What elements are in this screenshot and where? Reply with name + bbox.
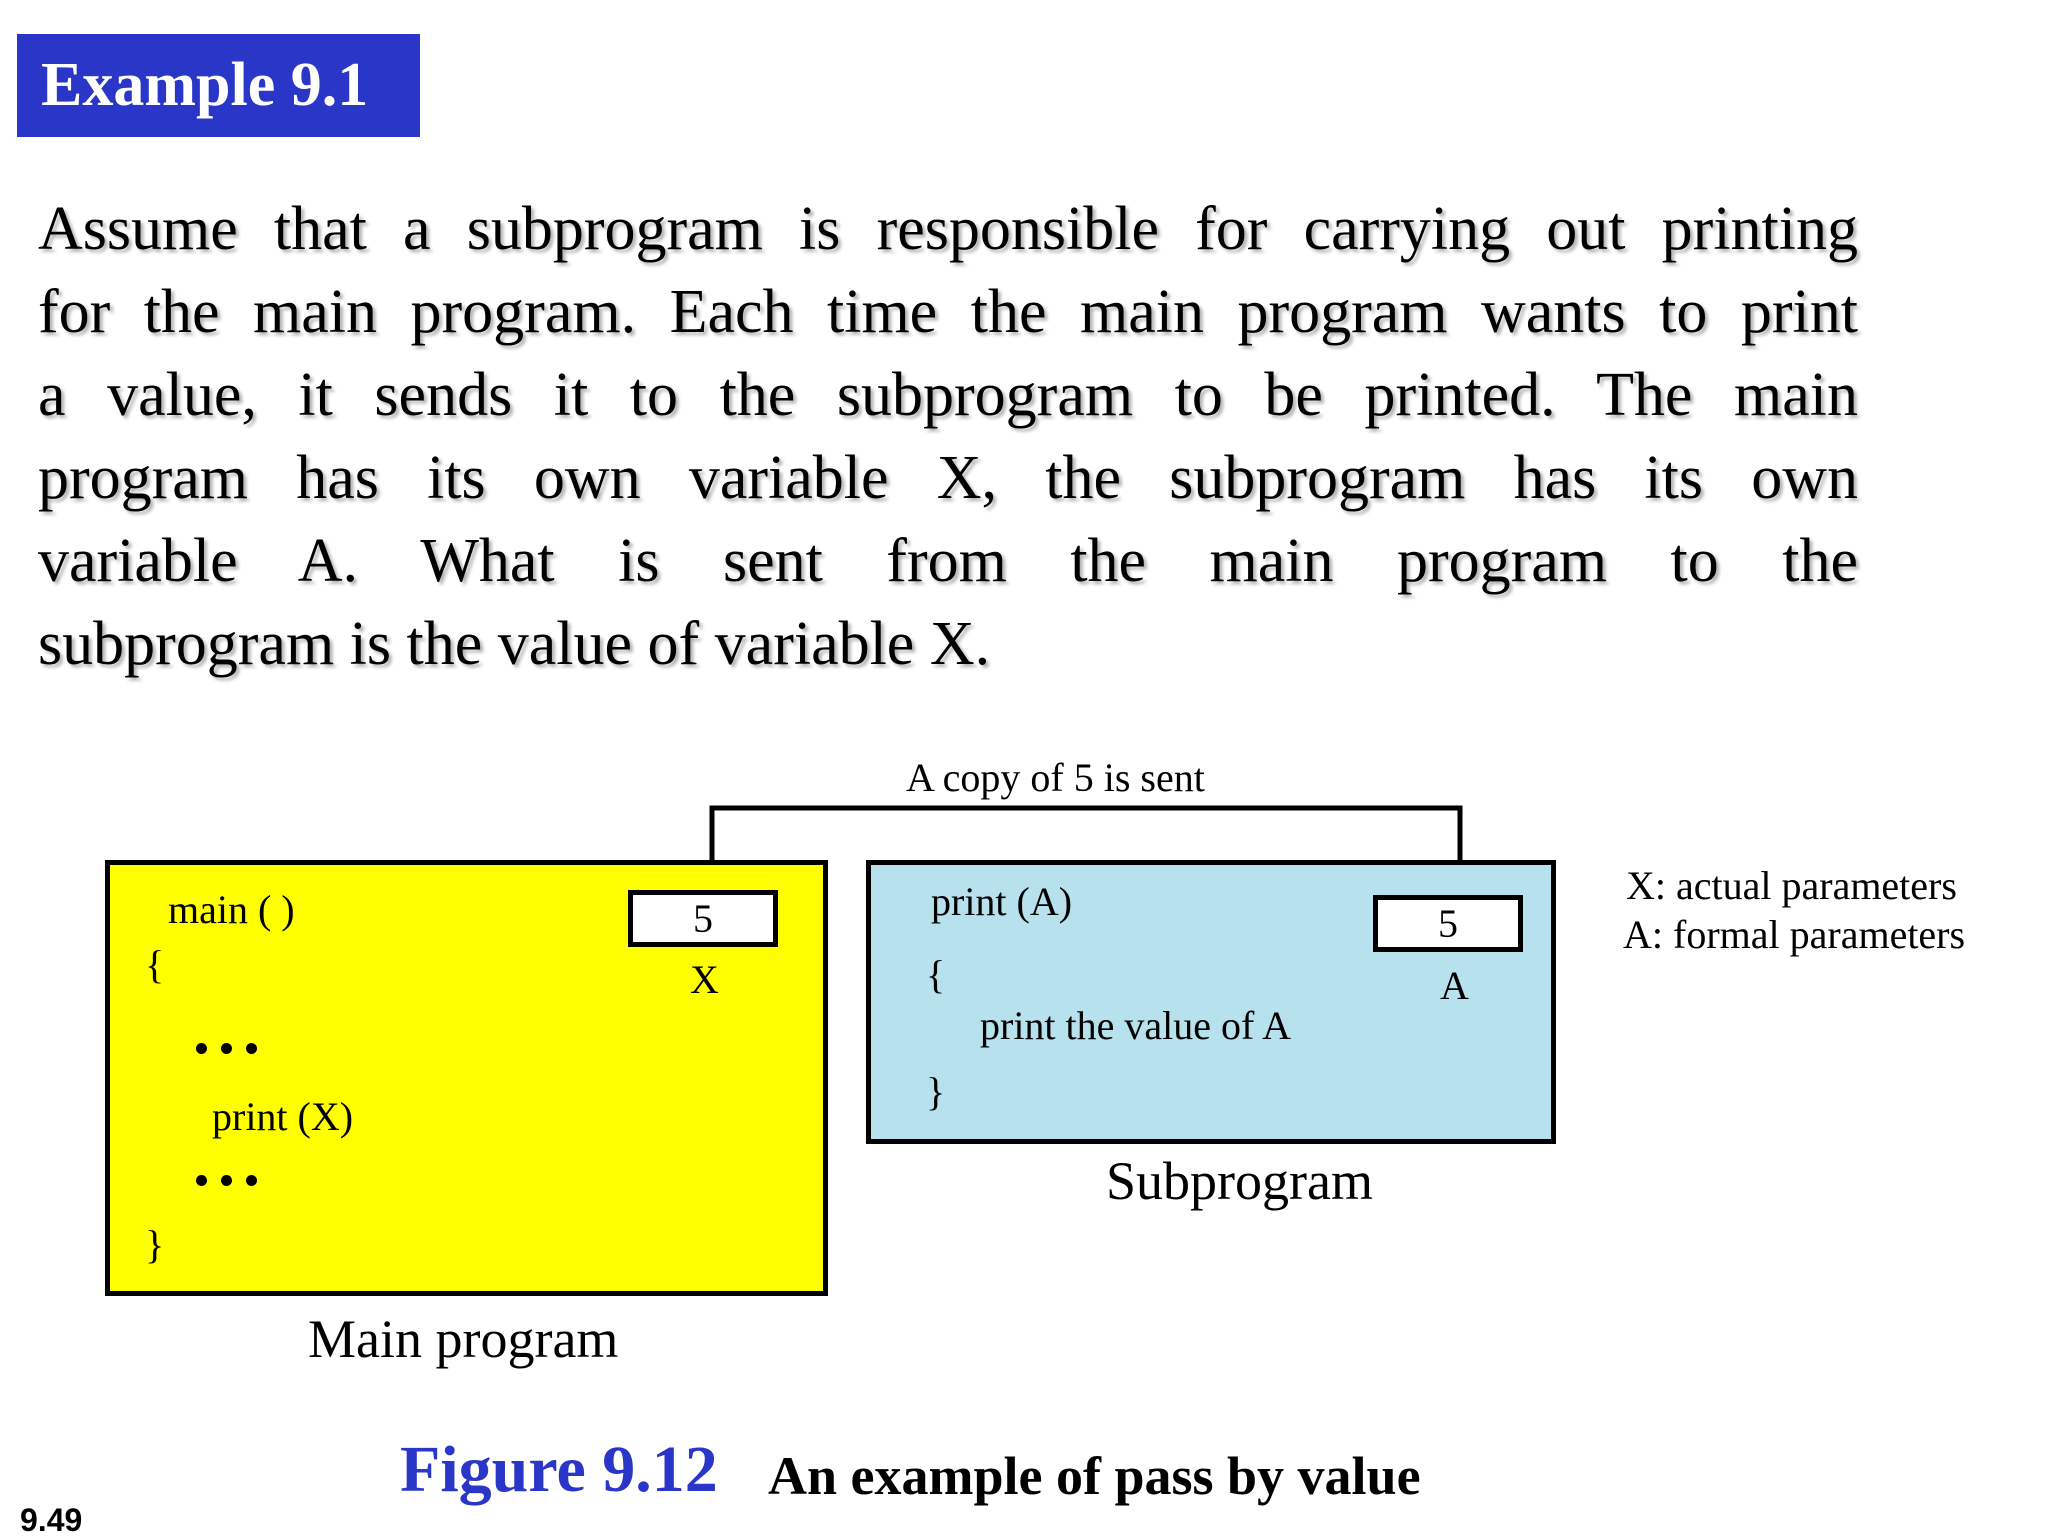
paragraph-line: for the main program. Each time the main program wants to print (38, 278, 1858, 346)
sub-close-brace: } (926, 1069, 946, 1114)
variable-x-label: X (690, 957, 719, 1002)
paragraph-line: a value, it sends it to the subprogram to be printed. The main (38, 361, 1858, 429)
paragraph-line: subprogram is the value of variable X. (38, 610, 991, 678)
slide-number: 9.49 (20, 1502, 83, 1538)
main-header: main ( ) (168, 887, 295, 932)
ellipsis-icon (196, 1043, 257, 1054)
variable-x-value: 5 (628, 890, 778, 947)
sub-header: print (A) (931, 879, 1073, 924)
sub-open-brace: { (926, 952, 946, 997)
main-call: print (X) (212, 1094, 354, 1139)
paragraph-line: variable A. What is sent from the main program to the (38, 527, 1858, 595)
example-title: Example 9.1 (41, 51, 369, 119)
ellipsis-icon (196, 1175, 257, 1186)
legend-formal: A: formal parameters (1623, 912, 1966, 957)
figure-label: Figure 9.12 (400, 1433, 718, 1506)
variable-a-label: A (1440, 963, 1469, 1008)
main-close-brace: } (145, 1222, 165, 1267)
variable-a-value: 5 (1373, 895, 1523, 952)
subprogram-caption: Subprogram (1106, 1151, 1373, 1211)
arrow-label: A copy of 5 is sent (906, 755, 1205, 800)
main-open-brace: { (145, 942, 165, 987)
paragraph-line: program has its own variable X, the subprogram has its own (38, 444, 1858, 512)
figure-caption: An example of pass by value (768, 1446, 1421, 1506)
sub-body: print the value of A (980, 1003, 1292, 1048)
legend-actual: X: actual parameters (1626, 863, 1957, 908)
main-program-caption: Main program (308, 1309, 619, 1369)
paragraph-line: Assume that a subprogram is responsible for carrying out printing (38, 195, 1858, 263)
